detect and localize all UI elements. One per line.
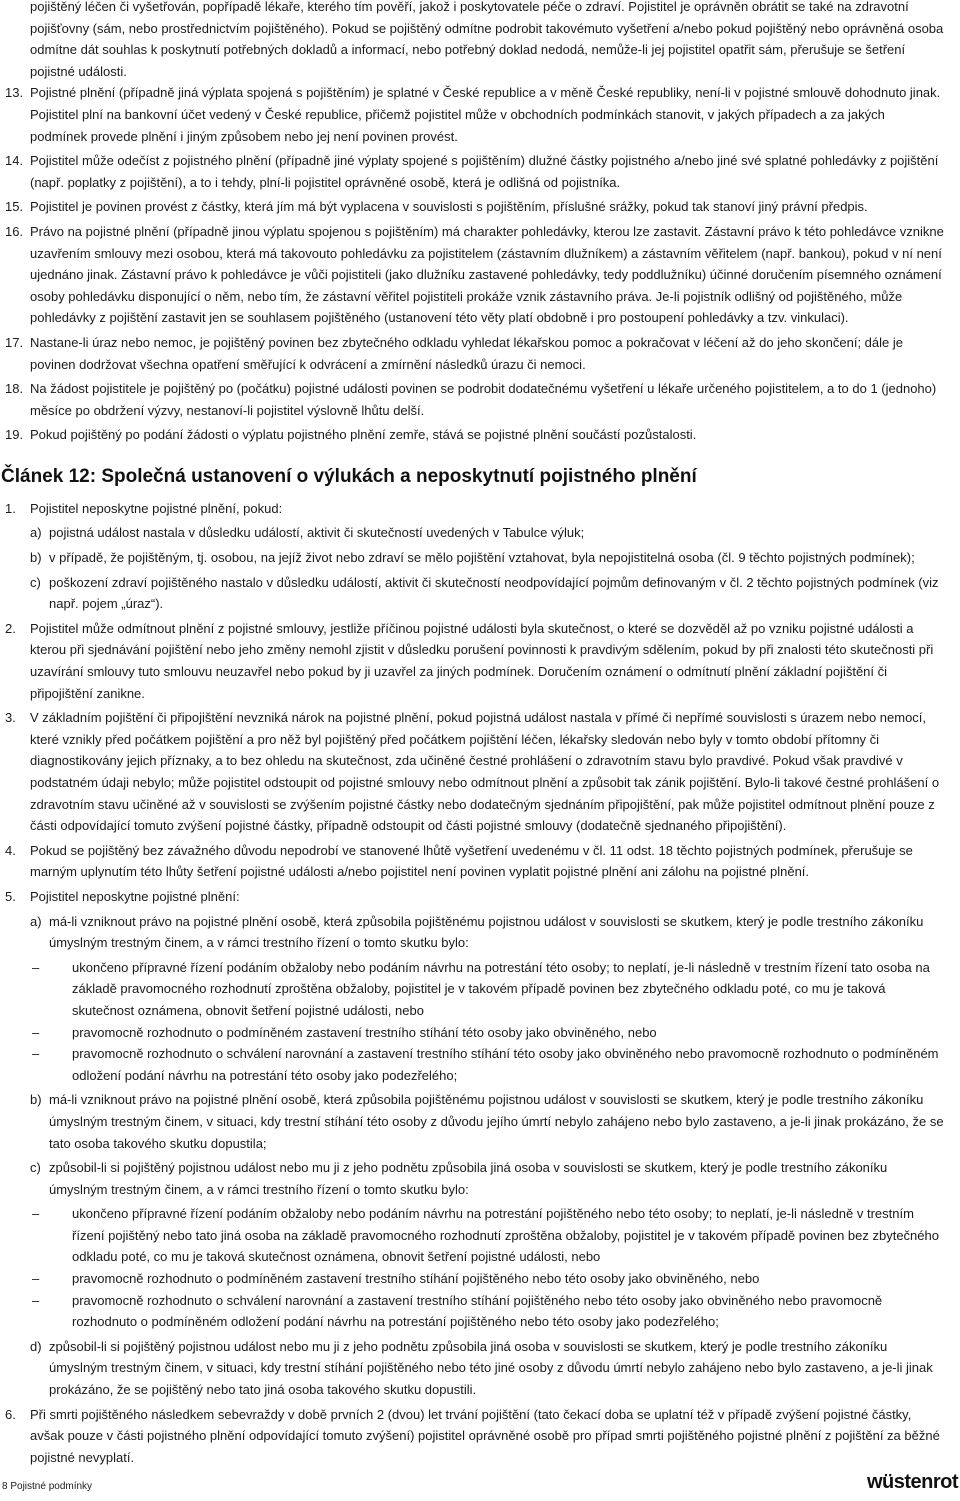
item-text: Pojistitel je povinen provést z částky, která jím má být vyplacena v souvislosti s pojištěním, příslušné srážky, pokud tak stanoví jiný právní předpis. xyxy=(30,199,868,215)
dash-item-text: ukončeno přípravné řízení podáním obžaloby nebo podáním návrhu na potrestání této osoby; to neplatí, je-li následně v trestním řízení tato osoba na základě pravomocného rozhodnutí zproštěna obžaloby, pojistitel je v takovém případě povinen bez zbytečného odkladu poté, co mu je taková skutečnost oznámena, obnovit šetření pojistné události, nebo xyxy=(72,959,930,1018)
item-text: Právo na pojistné plnění (případně jinou výplatu spojenou s pojištěním) má charakter pohledávky, kterou lze zastavit. Zástavní právo k této pohledávce vznikne uzavřením smlouvy mezi osobou, která má takovouto pohledávku za pojistitelem (zástavním dlužníkem) a zástavním věřitelem (např. bankou), pokud v ní není ujednáno jinak. Zástavní právo k pohledávce je vůči pojistiteli (jako dlužníku zastavené pohledávky, tedy poddlužníku) účinné doručením písemného oznámení osoby pohledávku disponující o něm, nebo tím, že zástavní věřitel pojistiteli prokáže vznik zástavního práva. Je-li pojistník odlišný od pojištěného, může pohledávky z pojištění zastavit jen se souhlasem pojištěného (ustanovení této věty platí obdobně i pro postoupení pohledávky a tzv. vinkulaci). xyxy=(30,223,944,326)
list-item xyxy=(5,707,945,837)
sub-item xyxy=(10,1157,945,1200)
sub-item-label: c) xyxy=(30,1160,41,1176)
dash-item xyxy=(10,1022,945,1044)
list-item xyxy=(5,378,945,421)
item-number: 2. xyxy=(5,620,16,636)
dash-marker: – xyxy=(32,1292,40,1308)
sub-item xyxy=(10,522,945,544)
document-page xyxy=(1,0,945,1471)
sub-item-text: pojistná událost nastala v důsledku událostí, aktivit či skutečností uvedených v Tabulce výluk; xyxy=(49,525,585,541)
sub-item-text: způsobil-li si pojištěný pojistnou událost nebo mu ji z jeho podnětu způsobila jiná osoba v souvislosti se skutkem, který je podle trestního zákoníku úmyslným trestným činem, v situaci, kdy trestní stíhání pojištěného nebo této jiné osoby z důvodu úmrtí nebylo zahájeno nebo bylo zastaveno, a je-li jinak prokázáno, že se pojištěný nebo tato jiná osoba takového skutku dopustili. xyxy=(49,1338,933,1398)
item-number: 13. xyxy=(5,85,24,101)
item-number: 5. xyxy=(5,888,16,904)
item-number: 14. xyxy=(5,153,24,169)
dash-item-text: pravomocně rozhodnuto o podmíněném zastavení trestního stíhání této osoby jako obviněného, nebo xyxy=(72,1024,657,1040)
sub-item-text: poškození zdraví pojištěného nastalo v důsledku událostí, aktivit či skutečností neodpovídající pojmům definovaným v čl. 2 těchto pojistných podmínek (viz např. pojem „úraz“). xyxy=(49,574,939,612)
sub-item-label: c) xyxy=(30,574,41,590)
sub-item-label: a) xyxy=(30,913,42,929)
list-item xyxy=(5,886,945,908)
list-item xyxy=(5,618,945,704)
sub-item-label: d) xyxy=(30,1338,42,1354)
item-number: 15. xyxy=(5,199,24,215)
list-item xyxy=(5,82,945,147)
item-text: V základním pojištění či připojištění nevzniká nárok na pojistné plnění, pokud pojistná událost nastala v přímé či nepřímé souvislosti s úrazem nebo nemocí, které vznikly před počátkem pojištění a pro něž byl pojištěný před počátkem pojištění léčen, lékařsky sledován nebo byly v tomto období přítomny či diagnostikovány jejich příznaky, a to bez ohledu na skutečnost, zda učiněné čestné prohlášení o zdravotním stavu bylo pravdivé. Pokud však pravdivé v podstatném údaji nebylo; může pojistitel odstoupit od pojistné smlouvy nebo odmítnout plnění a způsobit tak zánik pojištění. Bylo-li takové čestné prohlášení o zdravotním stavu učiněné až v souvislosti se zvýšením pojistné částky nebo dodatečným sjednáním připojištění, pak může pojistitel odmítnout plnění pouze z části odpovídající tomuto zvýšení pojistné částky, případně odstoupit od části pojistné smlouvy (dodatečně sjednaného připojištění). xyxy=(30,710,940,834)
sub-item xyxy=(10,1089,945,1154)
wustenrot-logo: wüstenrot xyxy=(866,1471,958,1493)
item-number: 4. xyxy=(5,842,16,858)
list-item xyxy=(5,840,945,883)
dash-marker: – xyxy=(32,1271,40,1287)
item-text: Pojistné plnění (případně jiná výplata spojená s pojištěním) je splatné v České republice a v měně České republiky, není-li v pojistné smlouvě dohodnuto jinak. Pojistitel plní na bankovní účet vedený v České republice, přičemž pojistitel může v obchodních podmínkách stanovit, v jakých případech a za jakých podmínek provede plnění i jiným způsobem nebo jej není povinen provést. xyxy=(30,85,941,144)
item-number: 6. xyxy=(5,1406,16,1422)
list-item xyxy=(5,221,945,329)
item-number: 18. xyxy=(5,381,24,397)
page-footer xyxy=(2,1480,92,1494)
article-11-items xyxy=(5,82,945,446)
dash-item xyxy=(10,1043,945,1086)
item-number: 1. xyxy=(5,500,16,516)
list-item xyxy=(5,150,945,193)
dash-item xyxy=(10,1268,945,1290)
sub-item-text: způsobil-li si pojištěný pojistnou událost nebo mu ji z jeho podnětu způsobila jiná osoba v souvislosti se skutkem, který je podle trestního zákoníku úmyslným trestným činem, a v rámci trestního řízení o tomto skutku bylo: xyxy=(49,1160,888,1197)
item-text: Na žádost pojistitele je pojištěný po (počátku) pojistné události povinen se podrobit dodatečnému vyšetření u lékaře určeného pojistitelem, a to do 1 (jednoho) měsíce po obdržení výzvy, nestanoví-li pojistitel výslovně lhůtu delší. xyxy=(30,381,937,418)
dash-marker: – xyxy=(32,1206,40,1222)
sub-item-text: má-li vzniknout právo na pojistné plnění osobě, která způsobila pojištěnému pojistnou událost v souvislosti se skutkem, který je podle trestního zákoníku úmyslným trestným činem, v situaci, kdy trestní stíhání této osoby z důvodu jejího úmrtí nebylo zahájeno nebo bylo zastaveno, a je-li jinak prokázáno, že se tato osoba takového skutku dopustila; xyxy=(49,1092,944,1151)
item-text: Pojistitel neposkytne pojistné plnění, pokud: xyxy=(30,500,283,516)
sub-item-label: b) xyxy=(30,1092,42,1108)
item-text: Pokud se pojištěný bez závažného důvodu nepodrobí ve stanovené lhůtě vyšetření uvedenému v čl. 11 odst. 18 těchto pojistných podmínek, přerušuje se marným uplynutím této lhůty šetření pojistné události a/nebo pojistitel není povinen vyplatit pojistné plnění ani zálohu na pojistné plnění. xyxy=(30,842,913,880)
sub-item xyxy=(10,911,945,954)
page-number: 8 xyxy=(2,1481,8,1492)
dash-item xyxy=(10,1290,945,1333)
list-item xyxy=(5,424,945,446)
item-text: Pojistitel neposkytne pojistné plnění: xyxy=(30,888,240,904)
sub-item xyxy=(10,572,945,615)
item-number: 3. xyxy=(5,710,16,726)
sub-item-label: b) xyxy=(30,550,42,566)
list-item xyxy=(5,498,945,520)
dash-item xyxy=(10,1203,945,1268)
item-text: Při smrti pojištěného následkem sebevraždy v době prvních 2 (dvou) let trvání pojištění (tato čekací doba se uplatní též v případě zvýšení pojistné částky, avšak pouze v části pojistného plnění odpovídající tomuto zvýšení) pojistitel oprávněné osobě pro případ smrti pojištěného pojistné plnění z pojištění za běžné pojistné nevyplatí. xyxy=(30,1406,940,1465)
sub-item-text: má-li vzniknout právo na pojistné plnění osobě, která způsobila pojištěnému pojistnou událost v souvislosti se skutkem, který je podle trestního zákoníku úmyslným trestným činem, a v rámci trestního řízení o tomto skutku bylo: xyxy=(49,913,924,951)
item-number: 17. xyxy=(5,334,24,350)
sub-item xyxy=(10,547,945,569)
dash-item xyxy=(10,957,945,1022)
list-item xyxy=(5,332,945,375)
item-text: Pojistitel může odečíst z pojistného plnění (případně jiné výplaty spojené s pojištěním) dlužné částky pojistného a/nebo jiné své splatné pohledávky z pojištění (např. poplatky z pojištění), a to i tehdy, plní-li pojistitel oprávněné osobě, která je odlišná od pojistníka. xyxy=(30,153,939,190)
item-text: Pojistitel může odmítnout plnění z pojistné smlouvy, jestliže příčinou pojistné události byla skutečnost, o které se dozvěděl až po vzniku pojistné události a kterou při sjednávání pojištění nebo jeho změny nemohl zjistit v důsledku porušení povinnosti k pravdivým sdělením, pokud by při znalosti této skutečnosti při uzavírání smlouvy tuto smlouvu neuzavřel nebo pokud by ji uzavřel za jiných podmínek. Doručením oznámení o odmítnutí plnění základní pojištění či připojištění zanikne. xyxy=(30,620,934,701)
item-text: Pokud pojištěný po podání žádosti o výplatu pojistného plnění zemře, stává se pojistné plnění součástí pozůstalosti. xyxy=(30,427,697,443)
sub-item-text: v případě, že pojištěným, tj. osobou, na jejíž život nebo zdraví se mělo pojištění vztahovat, byla nepojistitelná osoba (čl. 9 těchto pojistných podmínek); xyxy=(49,550,915,566)
document-name: Pojistné podmínky xyxy=(10,1481,93,1492)
article-12-items xyxy=(5,498,945,1469)
item-number: 16. xyxy=(5,223,24,239)
dash-marker: – xyxy=(32,1024,40,1040)
list-item xyxy=(5,196,945,218)
sub-item xyxy=(10,1336,945,1401)
item-text: Nastane-li úraz nebo nemoc, je pojištěný povinen bez zbytečného odkladu vyhledat lékařskou pomoc a pokračovat v léčení až do jeho skončení; dále je povinen dodržovat všechna opatření směřující k odvrácení a zmírnění následků úrazu či nemoci. xyxy=(30,334,903,372)
list-item xyxy=(5,1404,945,1469)
sub-item-label: a) xyxy=(30,525,42,541)
dash-marker: – xyxy=(32,1046,40,1062)
dash-item-text: pravomocně rozhodnuto o schválení narovnání a zastavení trestního stíhání této osoby jako obviněného nebo pravomocně rozhodnuto o podmíněném odložení podání návrhu na potrestání této osoby jako podezřelého; xyxy=(72,1046,939,1083)
dash-item-text: pravomocně rozhodnuto o schválení narovnání a zastavení trestního stíhání pojištěného nebo této osoby jako obviněného nebo pravomocně rozhodnuto o podmíněném odložení podání návrhu na potrestání pojištěného nebo této osoby jako podezřelého; xyxy=(72,1292,883,1330)
dash-item-text: pravomocně rozhodnuto o podmíněném zastavení trestního stíhání pojištěného nebo této osoby jako obviněného, nebo xyxy=(72,1271,760,1287)
dash-item-text: ukončeno přípravné řízení podáním obžaloby nebo podáním návrhu na potrestání pojištěného nebo této osoby; to neplatí, je-li následně v trestním řízení pojištěný nebo tato jiná osoba na základě pravomocného rozhodnutí zproštěna obžaloby, pojistitel je v takovém případě povinen bez zbytečného odkladu poté, co mu je taková skutečnost oznámena, obnovit šetření pojistné události, nebo xyxy=(72,1206,939,1265)
article-heading: Článek 12: Společná ustanovení o výlukách a neposkytnutí pojistného plnění xyxy=(1,465,697,487)
dash-marker: – xyxy=(32,959,40,975)
continued-paragraph: pojištěný léčen či vyšetřován, popřípadě lékaře, kterého tím pověří, jakož i poskytovatele péče o zdraví. Pojistitel je oprávněn obrátit se také na zdravotní pojišťovny (sám, nebo prostřednictvím pojištěného). Pokud se pojištěný odmítne podrobit takovémuto vyšetření a/nebo pokud pojištěný nebo oprávněná osoba odmítne dát souhlas k poskytnutí potřebných dokladů a informací, nebo potřebný doklad nedodá, nemůže-li jej pojistitel opatřit sám, přerušuje se šetření pojistné události. xyxy=(30,0,944,79)
item-number: 19. xyxy=(5,427,24,443)
